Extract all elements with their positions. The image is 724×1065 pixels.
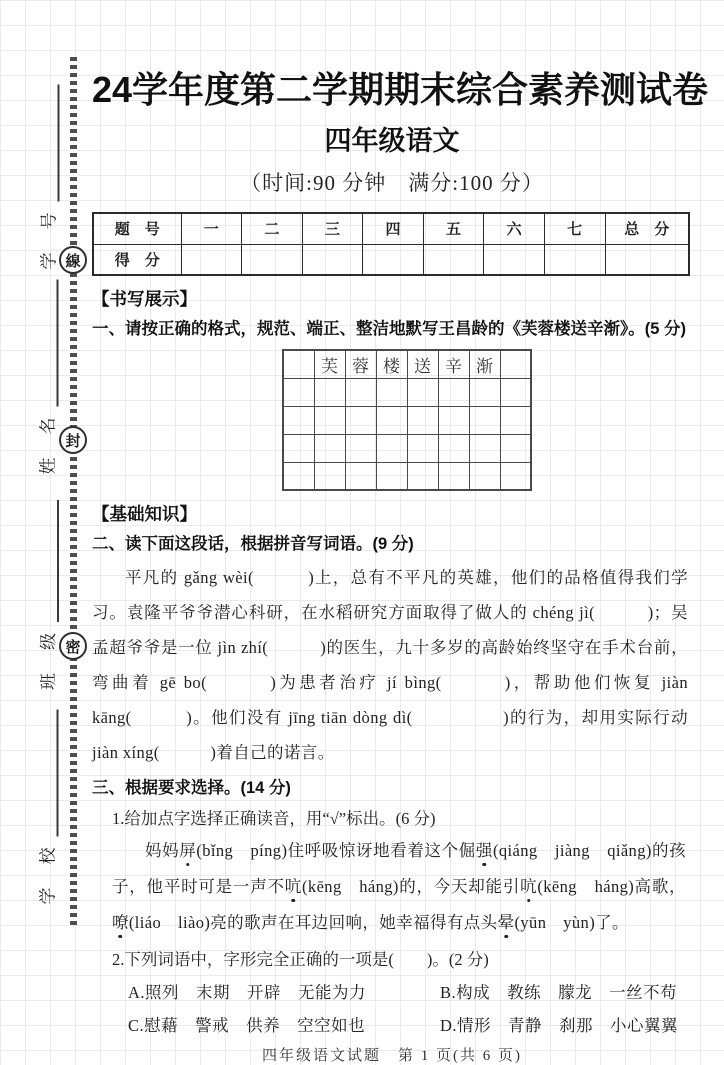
grid-cell xyxy=(283,378,314,406)
page-title: 24学年度第二学期期末综合素养测试卷 xyxy=(92,69,709,110)
score-header-cell: 四 xyxy=(363,213,424,244)
poem-cell: 辛 xyxy=(438,350,469,378)
seal-dashed-line xyxy=(70,57,77,925)
sidebar-field-class xyxy=(33,500,59,690)
option-a: A.照列 末期 开辟 无能为力 xyxy=(128,983,367,1003)
page-footer: 四年级语文试题 第 1 页(共 6 页) xyxy=(262,1048,522,1065)
grid-cell xyxy=(283,434,314,462)
grid-cell xyxy=(376,378,407,406)
question-1-heading: 一、请按正确的格式，规范、端正、整洁地默写王昌龄的《芙蓉楼送辛渐》。(5 分) xyxy=(92,320,686,338)
score-header-cell: 五 xyxy=(423,213,484,244)
grid-cell xyxy=(314,406,345,434)
grid-cell xyxy=(407,434,438,462)
poem-writing-grid xyxy=(282,349,532,491)
grid-cell xyxy=(407,378,438,406)
poem-grid-empty-row xyxy=(283,406,531,434)
school-blank-line xyxy=(40,710,59,837)
score-empty-cell xyxy=(242,244,303,275)
grid-cell xyxy=(345,434,376,462)
main-content xyxy=(92,0,709,1065)
section-writing-display: 【书写展示】 xyxy=(92,289,197,309)
grid-cell xyxy=(283,406,314,434)
student-id-blank-line xyxy=(41,85,60,202)
question-3-pinyin-paragraph: 妈妈屏(bǐng píng)住呼吸惊讶地看着这个倔强(qiáng jiàng qiǎng)的孩子，他平时可是一声不吭(kēng háng)的，今天却能引吭(kēng háng)高歌，嘹(liáo liào)亮的歌声在耳边回响，她幸福得有点头晕(yūn yùn)了。 xyxy=(112,841,686,933)
poem-cell: 芙 xyxy=(314,350,345,378)
poem-grid-empty-row xyxy=(283,434,531,462)
grid-cell xyxy=(376,462,407,490)
grid-cell xyxy=(314,378,345,406)
student-id-label: 学 号 xyxy=(39,209,59,270)
grid-cell xyxy=(438,406,469,434)
seal-char-xian: 線 xyxy=(59,246,87,274)
score-table-header-row xyxy=(93,213,689,244)
score-empty-cell xyxy=(605,244,689,275)
grid-cell xyxy=(345,378,376,406)
grid-cell xyxy=(376,434,407,462)
poem-grid-empty-row xyxy=(283,462,531,490)
score-header-cell: 总 分 xyxy=(605,213,689,244)
poem-grid-title-row xyxy=(283,350,531,378)
question-3-heading: 三、根据要求选择。(14 分) xyxy=(92,779,291,798)
grid-cell xyxy=(469,434,500,462)
score-header-cell: 一 xyxy=(181,213,242,244)
poem-cell xyxy=(500,350,531,378)
seal-char-feng: 封 xyxy=(59,426,87,454)
grid-cell xyxy=(314,434,345,462)
grid-cell xyxy=(407,462,438,490)
score-header-cell: 七 xyxy=(544,213,605,244)
question-2-paragraph: 平凡的 gǎng wèi( )上，总有不平凡的英雄，他们的品格值得我们学习。袁隆平爷爷潜心科研，在水稻研究方面取得了做人的 chéng jì( )；吴孟超爷爷是一位 jìn zhí( )的医生，九十多岁的高龄始终坚守在手术台前，弯曲着 gē bo( )为患者治疗 jí bìng( )，帮助他们恢复 jiàn kāng( )。他们没有 jīng tiān dòng dì( )的行为，却用实际行动 jiàn xíng( )着自己的诺言。 xyxy=(92,568,688,763)
question-3-sub-2: 2.下列词语中，字形完全正确的一项是( )。(2 分) xyxy=(112,950,489,970)
poem-cell: 楼 xyxy=(376,350,407,378)
grid-cell xyxy=(469,462,500,490)
grid-cell xyxy=(500,406,531,434)
score-empty-cell xyxy=(363,244,424,275)
score-header-cell: 题 号 xyxy=(93,213,181,244)
grid-cell xyxy=(376,406,407,434)
grid-cell xyxy=(469,406,500,434)
section-basic-knowledge: 【基础知识】 xyxy=(92,504,197,525)
option-c: C.慰藉 警戒 供养 空空如也 xyxy=(128,1016,366,1036)
sidebar-field-name xyxy=(33,280,59,475)
option-b: B.构成 教练 朦龙 一丝不苟 xyxy=(440,983,678,1003)
grid-cell xyxy=(500,378,531,406)
sidebar-field-student-id xyxy=(34,85,60,270)
score-header-cell: 六 xyxy=(484,213,545,244)
question-3-options xyxy=(128,979,692,1036)
grid-cell xyxy=(407,406,438,434)
grid-cell xyxy=(283,462,314,490)
exam-time-score-meta: （时间:90 分钟 满分:100 分） xyxy=(240,171,544,195)
grid-cell xyxy=(345,406,376,434)
grid-cell xyxy=(500,462,531,490)
score-table xyxy=(92,212,690,276)
poem-grid-empty-row xyxy=(283,378,531,406)
score-table-score-row xyxy=(93,244,689,275)
name-label: 姓 名 xyxy=(38,414,58,475)
score-header-cell: 三 xyxy=(302,213,363,244)
score-empty-cell xyxy=(544,244,605,275)
grid-cell xyxy=(314,462,345,490)
poem-cell xyxy=(283,350,314,378)
score-row-label: 得 分 xyxy=(93,244,181,275)
score-empty-cell xyxy=(484,244,545,275)
school-label: 学 校 xyxy=(38,844,58,905)
exam-subtitle: 四年级语文 xyxy=(324,126,460,156)
grid-cell xyxy=(438,434,469,462)
seal-char-mi: 密 xyxy=(59,632,87,660)
grid-cell xyxy=(438,462,469,490)
grid-cell xyxy=(345,462,376,490)
class-label: 班 级 xyxy=(39,630,58,690)
name-blank-line xyxy=(40,280,59,407)
score-empty-cell xyxy=(423,244,484,275)
poem-cell: 送 xyxy=(407,350,438,378)
question-3-sub-1: 1.给加点字选择正确读音，用“√”标出。(6 分) xyxy=(112,809,436,829)
grid-cell xyxy=(469,378,500,406)
poem-cell: 蓉 xyxy=(345,350,376,378)
option-d: D.情形 青静 刹那 小心翼翼 xyxy=(440,1016,679,1036)
class-blank-line xyxy=(40,500,59,622)
score-empty-cell xyxy=(181,244,242,275)
score-empty-cell xyxy=(302,244,363,275)
poem-cell: 渐 xyxy=(469,350,500,378)
grid-cell xyxy=(500,434,531,462)
sidebar-field-school xyxy=(33,710,59,905)
question-2-heading: 二、读下面这段话，根据拼音写词语。(9 分) xyxy=(92,535,414,554)
score-header-cell: 二 xyxy=(242,213,303,244)
grid-cell xyxy=(438,378,469,406)
